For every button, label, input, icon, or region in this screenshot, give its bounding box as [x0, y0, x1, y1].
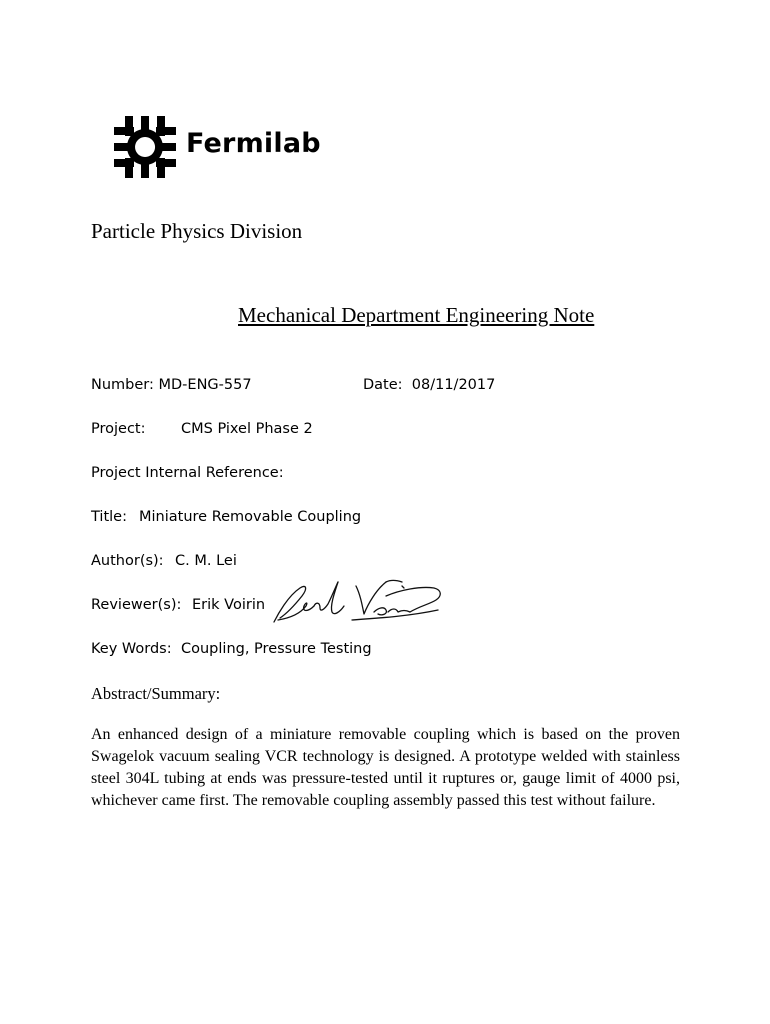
handwritten-signature — [270, 576, 450, 628]
keywords-label: Key Words: — [91, 641, 172, 657]
keywords-value: Coupling, Pressure Testing — [181, 641, 372, 657]
number-label: Number: — [91, 377, 154, 393]
division-heading: Particle Physics Division — [91, 219, 303, 243]
note-title: Mechanical Department Engineering Note — [238, 303, 595, 327]
internal-reference-label: Project Internal Reference: — [91, 465, 284, 481]
number-value: MD-ENG-557 — [158, 377, 252, 393]
number-field — [91, 378, 252, 393]
abstract-heading: Abstract/Summary: — [91, 684, 221, 703]
date-label: Date: — [363, 377, 403, 393]
project-label: Project: — [91, 421, 146, 437]
fermilab-wordmark: Fermilab — [186, 128, 321, 159]
authors-label: Author(s): — [91, 553, 164, 569]
title-label: Title: — [91, 509, 127, 525]
fermilab-logo — [114, 116, 324, 178]
date-value: 08/11/2017 — [411, 377, 496, 393]
fermilab-logo-icon — [114, 116, 176, 178]
title-value: Miniature Removable Coupling — [139, 509, 362, 525]
authors-value: C. M. Lei — [175, 553, 237, 569]
abstract-text: An enhanced design of a miniature removable coupling which is based on the proven Swagelok vacuum sealing VCR technology is designed. A prototype welded with stainless steel 304L tubing at ends was pressure-tested until it ruptures or, gauge limit of 4000 psi, whichever came first. The removable coupling assembly passed this test without failure. — [91, 726, 680, 809]
date-field — [363, 378, 495, 393]
project-value: CMS Pixel Phase 2 — [181, 421, 313, 437]
reviewers-value: Erik Voirin — [192, 597, 266, 613]
reviewers-label: Reviewer(s): — [91, 597, 182, 613]
